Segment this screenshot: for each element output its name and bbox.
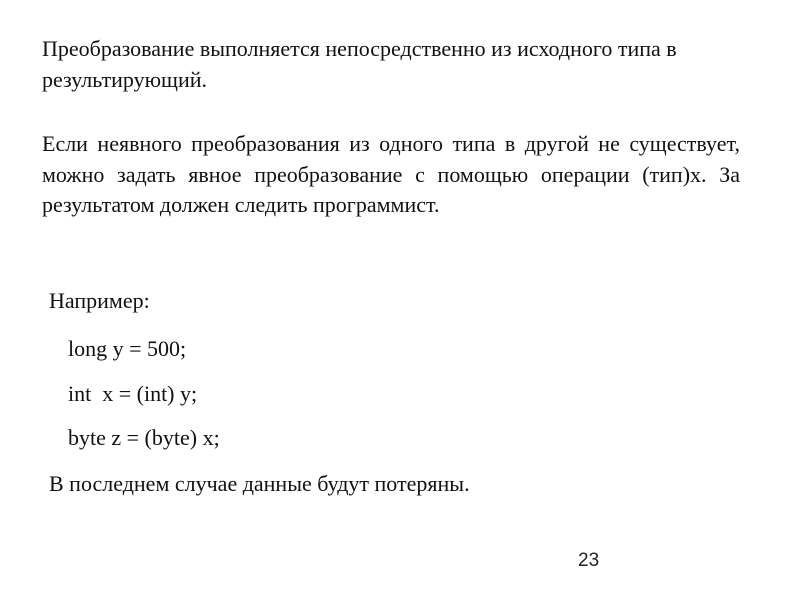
- paragraph-explicit-conversion: Если неявного преобразования из одного типа в другой не существует, можно задать явное преобразование с помощью операции (тип)x. За результатом должен следить программист.: [42, 131, 740, 217]
- code-line: long y = 500;: [68, 336, 187, 361]
- code-line: int x = (int) y;: [68, 381, 198, 406]
- page-number: 23: [578, 550, 600, 571]
- conclusion-text: В последнем случае данные будут потеряны.: [49, 471, 470, 496]
- paragraph-conversion-direct: Преобразование выполняется непосредственно из исходного типа в результирующий.: [42, 36, 677, 92]
- example-label: Например:: [49, 288, 150, 313]
- code-line: byte z = (byte) x;: [68, 425, 220, 450]
